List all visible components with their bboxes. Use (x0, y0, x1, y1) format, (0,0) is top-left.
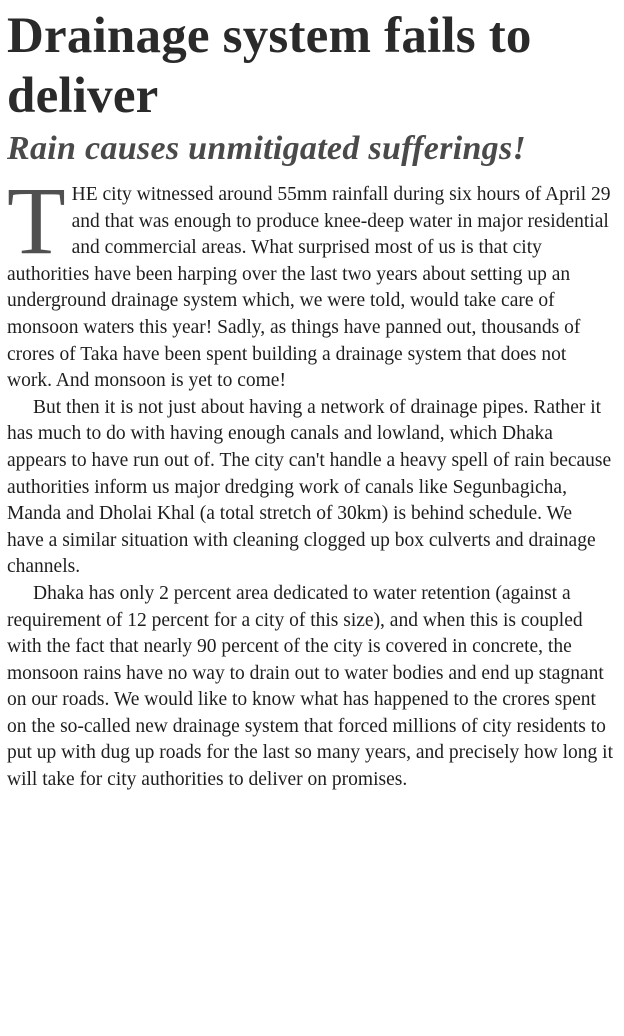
article (7, 6, 613, 794)
drop-cap: T (7, 167, 66, 274)
subheadline: Rain causes unmitigated sufferings! (7, 130, 527, 167)
paragraph-3: Dhaka has only 2 percent area dedicated to water retention (against a requirement of 12 percent for a city of this size), and when this is coupled with the fact that nearly 90 percent of the city is covered in concrete, the monsoon rains have no way to drain out to water bodies and end up stagnant on our roads. We would like to know what has happened to the crores spent on the so-called new drainage system that forced millions of city residents to put up with dug up roads for the last so many years, and precisely how long it will take for city authorities to deliver on promises. (7, 582, 614, 791)
paragraph-2: But then it is not just about having a network of drainage pipes. Rather it has much to do with having enough canals and lowland, which Dhaka appears to have run out of. The city can't handle a heavy spell of rain because authorities inform us major dredging work of canals like Segunbagicha, Manda and Dholai Khal (a total stretch of 30km) is behind schedule. We have a similar situation with cleaning clogged up box culverts and drainage channels. (7, 396, 612, 578)
paragraph-1 (7, 167, 613, 395)
article-body (7, 167, 614, 794)
headline: Drainage system fails to deliver (7, 8, 532, 124)
paragraph-1-text: HE city witnessed around 55mm rainfall during six hours of April 29 and that was enough to produce knee-deep water in major residential and commercial areas. What surprised most of us is that city authorities have been harping over the last two years about setting up an underground drainage system which, we were told, would take care of monsoon waters this year! Sadly, as things have panned out, thousands of crores of Taka have been spent building a drainage system that does not work. And monsoon is yet to come! (7, 184, 611, 392)
